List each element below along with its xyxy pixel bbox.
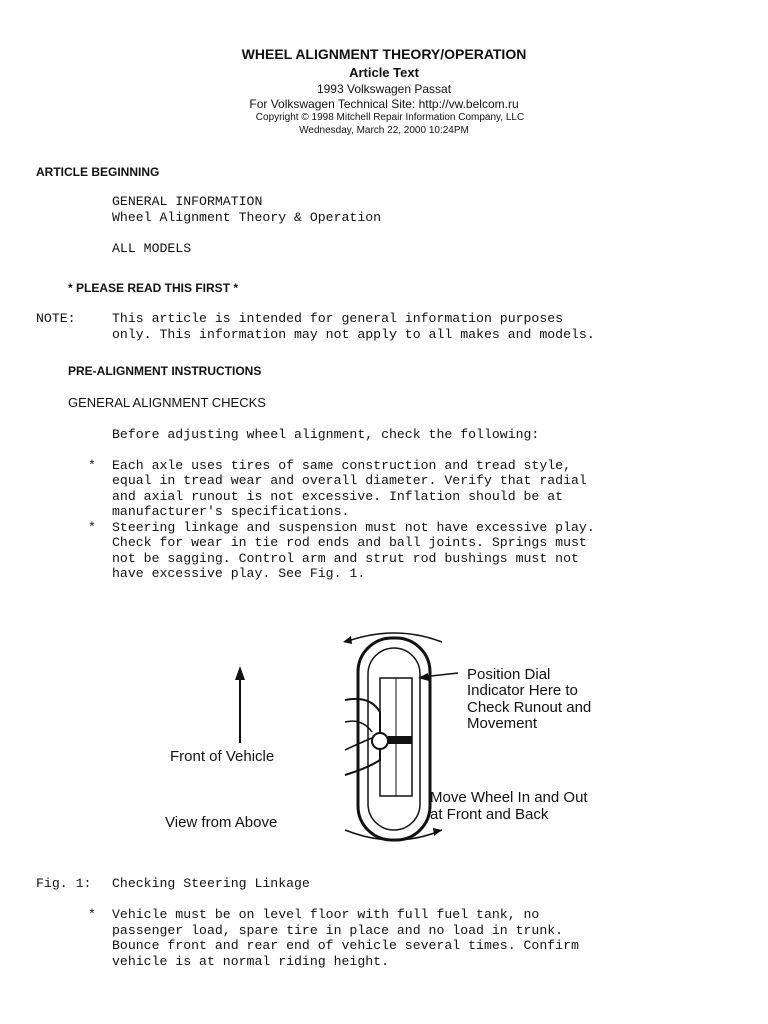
axle-stub xyxy=(388,736,412,744)
article-subtitle: Article Text xyxy=(349,65,419,80)
bullet2-line: have excessive play. See Fig. 1. xyxy=(112,566,366,581)
move-label-2: at Front and Back xyxy=(430,806,549,823)
bullet2-line: Check for wear in tie rod ends and ball joints. Springs must xyxy=(112,535,587,550)
wheel-diagram xyxy=(140,600,626,878)
bullet-marker: * xyxy=(88,520,96,535)
article-title: WHEEL ALIGNMENT THEORY/OPERATION xyxy=(241,46,527,62)
vehicle-line: 1993 Volkswagen Passat xyxy=(316,82,452,96)
please-read-heading: * PLEASE READ THIS FIRST * xyxy=(68,281,239,295)
steering-linkage-figure xyxy=(140,600,626,878)
bullet1-line: and axial runout is not excessive. Inflation should be at xyxy=(112,489,564,504)
site-line: For Volkswagen Technical Site: http://vw.belcom.ru xyxy=(249,97,519,111)
copyright-line: Copyright © 1998 Mitchell Repair Information Company, LLC xyxy=(255,112,525,123)
bullet2-line: not be sagging. Control arm and strut rod bushings must not xyxy=(112,551,579,566)
intro-line: Before adjusting wheel alignment, check the following: xyxy=(112,427,540,442)
dial-label-2: Indicator Here to xyxy=(467,682,578,699)
rotation-arrow-bottom xyxy=(433,828,442,836)
note-label: NOTE: xyxy=(36,311,76,326)
hub xyxy=(372,733,388,749)
date-line: Wednesday, March 22, 2000 10:24PM xyxy=(299,125,469,136)
bullet3-line: vehicle is at normal riding height. xyxy=(112,954,389,969)
theory-line: Wheel Alignment Theory & Operation xyxy=(112,210,382,225)
rotation-arrow-top xyxy=(343,636,352,644)
bullet3-line: Bounce front and rear end of vehicle several times. Confirm xyxy=(112,938,579,953)
figure-caption-text: Checking Steering Linkage xyxy=(112,876,310,891)
bullet-marker: * xyxy=(88,458,96,473)
figure-caption-label: Fig. 1: xyxy=(36,876,92,891)
move-label-1: Move Wheel In and Out xyxy=(430,789,588,806)
bullet3-line: Vehicle must be on level floor with full fuel tank, no xyxy=(112,907,540,922)
view-from-above-label: View from Above xyxy=(165,814,278,831)
note-line-2: only. This information may not apply to all makes and models. xyxy=(112,327,595,342)
all-models-line: ALL MODELS xyxy=(112,241,192,256)
note-line-1: This article is intended for general information purposes xyxy=(112,311,564,326)
general-checks-heading: GENERAL ALIGNMENT CHECKS xyxy=(68,395,266,410)
pre-alignment-heading: PRE-ALIGNMENT INSTRUCTIONS xyxy=(68,364,262,378)
bullet-marker: * xyxy=(88,907,96,922)
dial-label-1: Position Dial xyxy=(467,666,551,683)
dial-label-3: Check Runout and xyxy=(467,699,592,716)
article-beginning-heading: ARTICLE BEGINNING xyxy=(36,165,160,179)
front-of-vehicle-label: Front of Vehicle xyxy=(170,748,275,765)
general-info-line: GENERAL INFORMATION xyxy=(112,194,263,209)
bullet2-line: Steering linkage and suspension must not have excessive play. xyxy=(112,520,595,535)
bullet1-line: equal in tread wear and overall diameter. Verify that radial xyxy=(112,473,587,488)
dial-label-4: Movement xyxy=(467,715,538,732)
bullet3-line: passenger load, spare tire in place and no load in trunk. xyxy=(112,923,564,938)
front-arrow-head xyxy=(235,666,245,680)
bullet1-line: Each axle uses tires of same construction and tread style, xyxy=(112,458,571,473)
bullet1-line: manufacturer's specifications. xyxy=(112,504,350,519)
